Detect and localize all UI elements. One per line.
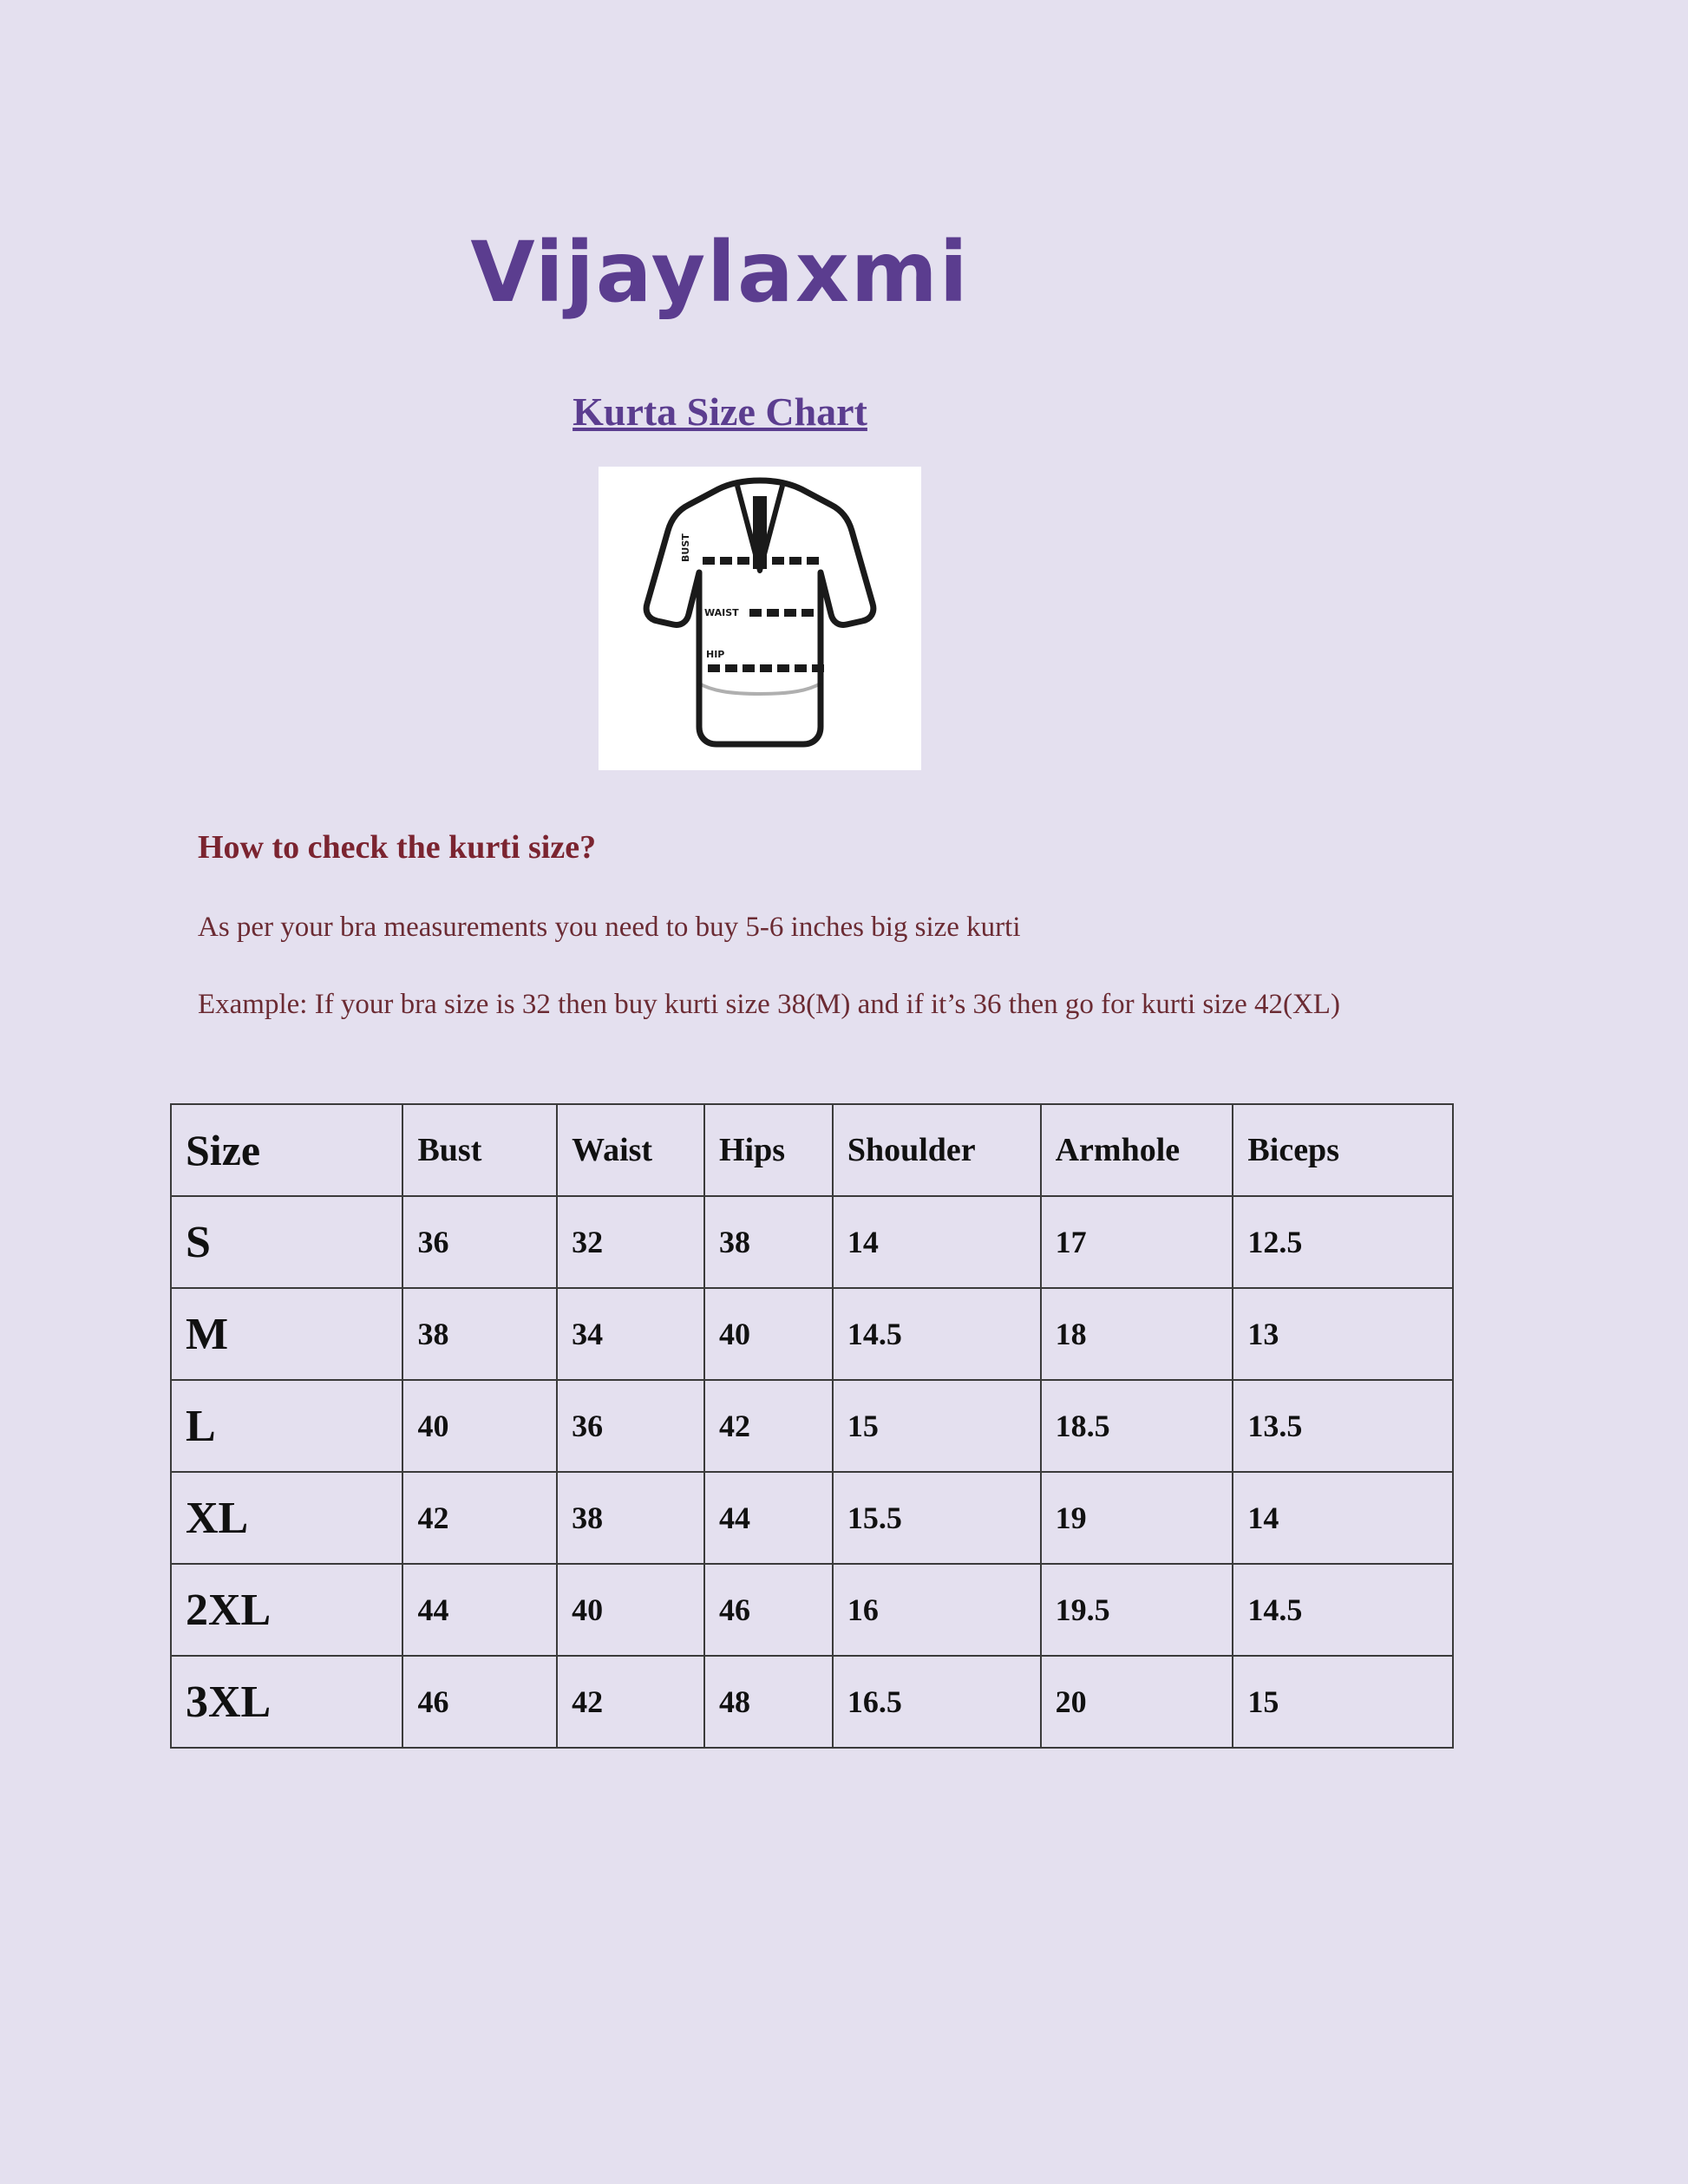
cell-hips: 42 bbox=[704, 1380, 833, 1472]
brand-title: Vijaylaxmi bbox=[470, 224, 970, 321]
cell-bust: 42 bbox=[402, 1472, 557, 1564]
table-header-row bbox=[171, 1104, 1453, 1196]
column-header-shoulder: Shoulder bbox=[833, 1104, 1041, 1196]
cell-size: S bbox=[171, 1196, 402, 1288]
cell-hips: 38 bbox=[704, 1196, 833, 1288]
cell-bust: 38 bbox=[402, 1288, 557, 1380]
column-header-hips: Hips bbox=[704, 1104, 833, 1196]
table-row bbox=[171, 1196, 1453, 1288]
page-title: Kurta Size Chart bbox=[572, 389, 867, 434]
cell-biceps: 13 bbox=[1233, 1288, 1453, 1380]
size-chart-table bbox=[170, 1103, 1454, 1749]
cell-waist: 34 bbox=[557, 1288, 704, 1380]
cell-armhole: 19 bbox=[1041, 1472, 1233, 1564]
cell-armhole: 19.5 bbox=[1041, 1564, 1233, 1656]
cell-hips: 48 bbox=[704, 1656, 833, 1748]
cell-armhole: 18.5 bbox=[1041, 1380, 1233, 1472]
cell-shoulder: 14.5 bbox=[833, 1288, 1041, 1380]
cell-biceps: 14.5 bbox=[1233, 1564, 1453, 1656]
cell-waist: 36 bbox=[557, 1380, 704, 1472]
cell-bust: 40 bbox=[402, 1380, 557, 1472]
cell-hips: 46 bbox=[704, 1564, 833, 1656]
cell-armhole: 17 bbox=[1041, 1196, 1233, 1288]
table-row bbox=[171, 1288, 1453, 1380]
cell-shoulder: 14 bbox=[833, 1196, 1041, 1288]
cell-size: M bbox=[171, 1288, 402, 1380]
waist-label: WAIST bbox=[704, 607, 739, 618]
cell-shoulder: 16 bbox=[833, 1564, 1041, 1656]
bust-label: BUST bbox=[680, 533, 691, 562]
cell-size: 2XL bbox=[171, 1564, 402, 1656]
table-row bbox=[171, 1564, 1453, 1656]
column-header-bust: Bust bbox=[402, 1104, 557, 1196]
cell-hips: 44 bbox=[704, 1472, 833, 1564]
cell-waist: 42 bbox=[557, 1656, 704, 1748]
cell-armhole: 20 bbox=[1041, 1656, 1233, 1748]
table-row bbox=[171, 1656, 1453, 1748]
cell-size: 3XL bbox=[171, 1656, 402, 1748]
cell-shoulder: 16.5 bbox=[833, 1656, 1041, 1748]
kurti-illustration-icon bbox=[599, 467, 921, 770]
column-header-waist: Waist bbox=[557, 1104, 704, 1196]
table-header bbox=[171, 1104, 1453, 1196]
table-body bbox=[171, 1196, 1453, 1748]
cell-shoulder: 15 bbox=[833, 1380, 1041, 1472]
cell-shoulder: 15.5 bbox=[833, 1472, 1041, 1564]
cell-biceps: 15 bbox=[1233, 1656, 1453, 1748]
hip-label: HIP bbox=[706, 649, 725, 660]
kurti-diagram bbox=[599, 467, 921, 770]
column-header-size: Size bbox=[171, 1104, 402, 1196]
column-header-biceps: Biceps bbox=[1233, 1104, 1453, 1196]
table-row bbox=[171, 1472, 1453, 1564]
instruction-paragraph-1: As per your bra measurements you need to buy 5-6 inches big size kurti bbox=[198, 912, 1021, 943]
cell-biceps: 14 bbox=[1233, 1472, 1453, 1564]
cell-size: XL bbox=[171, 1472, 402, 1564]
table-row bbox=[171, 1380, 1453, 1472]
cell-biceps: 12.5 bbox=[1233, 1196, 1453, 1288]
cell-bust: 36 bbox=[402, 1196, 557, 1288]
howto-heading: How to check the kurti size? bbox=[198, 829, 597, 866]
cell-hips: 40 bbox=[704, 1288, 833, 1380]
cell-waist: 38 bbox=[557, 1472, 704, 1564]
cell-bust: 44 bbox=[402, 1564, 557, 1656]
instruction-paragraph-2: Example: If your bra size is 32 then buy kurti size 38(M) and if it’s 36 then go for kurti size 42(XL) bbox=[198, 989, 1340, 1020]
cell-size: L bbox=[171, 1380, 402, 1472]
cell-bust: 46 bbox=[402, 1656, 557, 1748]
cell-armhole: 18 bbox=[1041, 1288, 1233, 1380]
cell-waist: 40 bbox=[557, 1564, 704, 1656]
cell-biceps: 13.5 bbox=[1233, 1380, 1453, 1472]
cell-waist: 32 bbox=[557, 1196, 704, 1288]
column-header-armhole: Armhole bbox=[1041, 1104, 1233, 1196]
